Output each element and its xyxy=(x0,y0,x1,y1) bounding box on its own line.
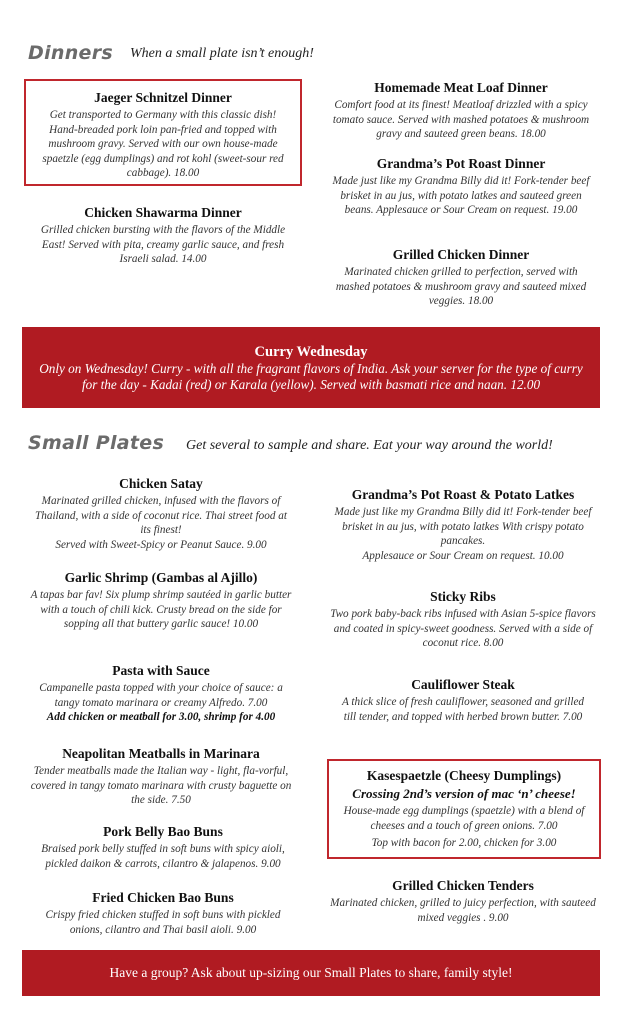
menu-item-pasta-with-sauce xyxy=(30,663,292,725)
item-name: Grilled Chicken Dinner xyxy=(392,247,530,262)
item-name: Pasta with Sauce xyxy=(112,663,210,678)
item-extra: Applesauce or Sour Cream on request. 10.00 xyxy=(362,549,564,562)
item-desc: A tapas bar fav! Six plump shrimp sautéed in garlic butter with a touch of chili kick. Crusty bread on the side for sopping all that buttery garlic sauce! 10.00 xyxy=(30,589,292,631)
menu-item-grilled-chicken-tenders xyxy=(330,878,596,925)
item-desc: Marinated grilled chicken, infused with the flavors of Thailand, with a side of coconut rice. Thai street food at its finest! xyxy=(35,495,287,537)
item-name: Homemade Meat Loaf Dinner xyxy=(374,80,548,95)
menu-item-kasespaetzle xyxy=(327,759,601,859)
menu-item-pot-roast-latkes xyxy=(330,487,596,563)
item-desc: Made just like my Grandma Billy did it! Fork-tender beef brisket in au jus, with potato latkes With crispy potato pancakes. xyxy=(334,506,592,548)
item-name: Chicken Shawarma Dinner xyxy=(84,205,242,220)
item-desc: A thick slice of fresh cauliflower, seasoned and grilled till tender, and topped with herbed brown butter. 7.00 xyxy=(341,696,585,723)
item-name: Chicken Satay xyxy=(119,476,203,491)
dinners-subtitle: When a small plate isn’t enough! xyxy=(130,46,314,61)
footer-text: Have a group? Ask about up-sizing our Small Plates to share, family style! xyxy=(109,965,513,980)
item-name: Pork Belly Bao Buns xyxy=(103,824,223,839)
menu-item-sticky-ribs xyxy=(330,589,596,651)
menu-item-fried-chicken-bao xyxy=(30,890,296,937)
item-name: Kasespaetzle (Cheesy Dumplings) xyxy=(366,768,562,783)
item-name: Fried Chicken Bao Buns xyxy=(92,890,234,905)
menu-item-jaeger-schnitzel xyxy=(24,79,302,186)
item-desc: Marinated chicken grilled to perfection, served with mashed potatoes & mushroom gravy and sauteed mixed veggies. 18.00 xyxy=(335,266,587,308)
menu-item-neapolitan-meatballs xyxy=(30,746,292,808)
menu-item-chicken-shawarma xyxy=(32,205,294,267)
item-desc: Comfort food at its finest! Meatloaf drizzled with a spicy tomato sauce. Served with mashed potatoes & mushroom gravy and sauteed green beans. 18.00 xyxy=(332,99,590,141)
curry-wednesday-banner xyxy=(22,327,600,408)
curry-title: Curry Wednesday xyxy=(254,344,368,360)
small-plates-subtitle: Get several to sample and share. Eat your way around the world! xyxy=(186,438,553,453)
item-desc: Made just like my Grandma Billy did it! Fork-tender beef brisket in au jus, with potato latkes and sauteed green beans. Applesauce or Sour Cream on request. 19.00 xyxy=(332,175,590,217)
item-desc: Tender meatballs made the Italian way - light, fla-vorful, covered in tangy tomato marinara with crusty baguette on the side. 7.50 xyxy=(30,765,292,807)
dinners-heading: Dinners xyxy=(28,42,114,64)
item-name: Cauliflower Steak xyxy=(411,677,515,692)
item-desc: House-made egg dumplings (spaetzle) with a blend of cheeses and a touch of green onions. 7.00 xyxy=(343,805,585,832)
item-name: Jaeger Schnitzel Dinner xyxy=(94,90,232,105)
item-name: Sticky Ribs xyxy=(430,589,496,604)
item-desc: Grilled chicken bursting with the flavors of the Middle East! Served with pita, creamy garlic sauce, and fresh Israeli salad. 14.00 xyxy=(40,224,286,266)
item-name: Grandma’s Pot Roast & Potato Latkes xyxy=(351,487,575,502)
item-name: Neapolitan Meatballs in Marinara xyxy=(62,746,260,761)
item-extra: Top with bacon for 2.00, chicken for 3.00 xyxy=(371,837,557,850)
menu-item-grilled-chicken-dinner xyxy=(330,247,592,309)
menu-item-meat-loaf xyxy=(330,80,592,142)
item-name: Grilled Chicken Tenders xyxy=(392,878,534,893)
item-desc: Campanelle pasta topped with your choice of sauce: a tangy tomato marinara or creamy Alfredo. 7.00 xyxy=(39,682,283,709)
item-extra: Add chicken or meatball for 3.00, shrimp for 4.00 xyxy=(46,711,276,724)
item-desc: Marinated chicken, grilled to juicy perfection, with sauteed mixed veggies . 9.00 xyxy=(330,897,596,924)
item-desc: Two pork baby-back ribs infused with Asian 5-spice flavors and coated in spicy-sweet goodness. Served with a side of coconut rice. 8.00 xyxy=(330,608,596,650)
footer-banner xyxy=(22,950,600,996)
item-name: Garlic Shrimp (Gambas al Ajillo) xyxy=(64,570,258,585)
item-desc: Crispy fried chicken stuffed in soft buns with pickled onions, cilantro and Thai basil aioli. 9.00 xyxy=(45,909,281,936)
menu-item-pot-roast-dinner xyxy=(330,156,592,218)
menu-item-garlic-shrimp xyxy=(30,570,292,632)
small-plates-heading: Small Plates xyxy=(28,432,165,454)
menu-item-pork-belly-bao xyxy=(26,824,300,871)
item-desc: Get transported to Germany with this classic dish! Hand-breaded pork loin pan-fried and topped with mushroom gravy. Served with our own house-made spaetzle (egg dumplings) and rot kohl (sweet-sour red cabbage). 18.00 xyxy=(42,109,284,180)
item-name: Grandma’s Pot Roast Dinner xyxy=(376,156,546,171)
item-extra: Served with Sweet-Spicy or Peanut Sauce. 9.00 xyxy=(55,538,267,551)
menu-item-chicken-satay xyxy=(30,476,292,552)
menu-item-cauliflower-steak xyxy=(336,677,590,724)
item-desc: Braised pork belly stuffed in soft buns with spicy aioli, pickled daikon & carrots, cilantro & jalapenos. 9.00 xyxy=(41,843,285,870)
curry-desc: Only on Wednesday! Curry - with all the fragrant flavors of India. Ask your server for the type of curry for the day - Kadai (red) or Karala (yellow). Served with basmati rice and naan. 12.00 xyxy=(39,361,583,392)
item-tagline: Crossing 2nd’s version of mac ‘n’ cheese! xyxy=(352,786,576,801)
